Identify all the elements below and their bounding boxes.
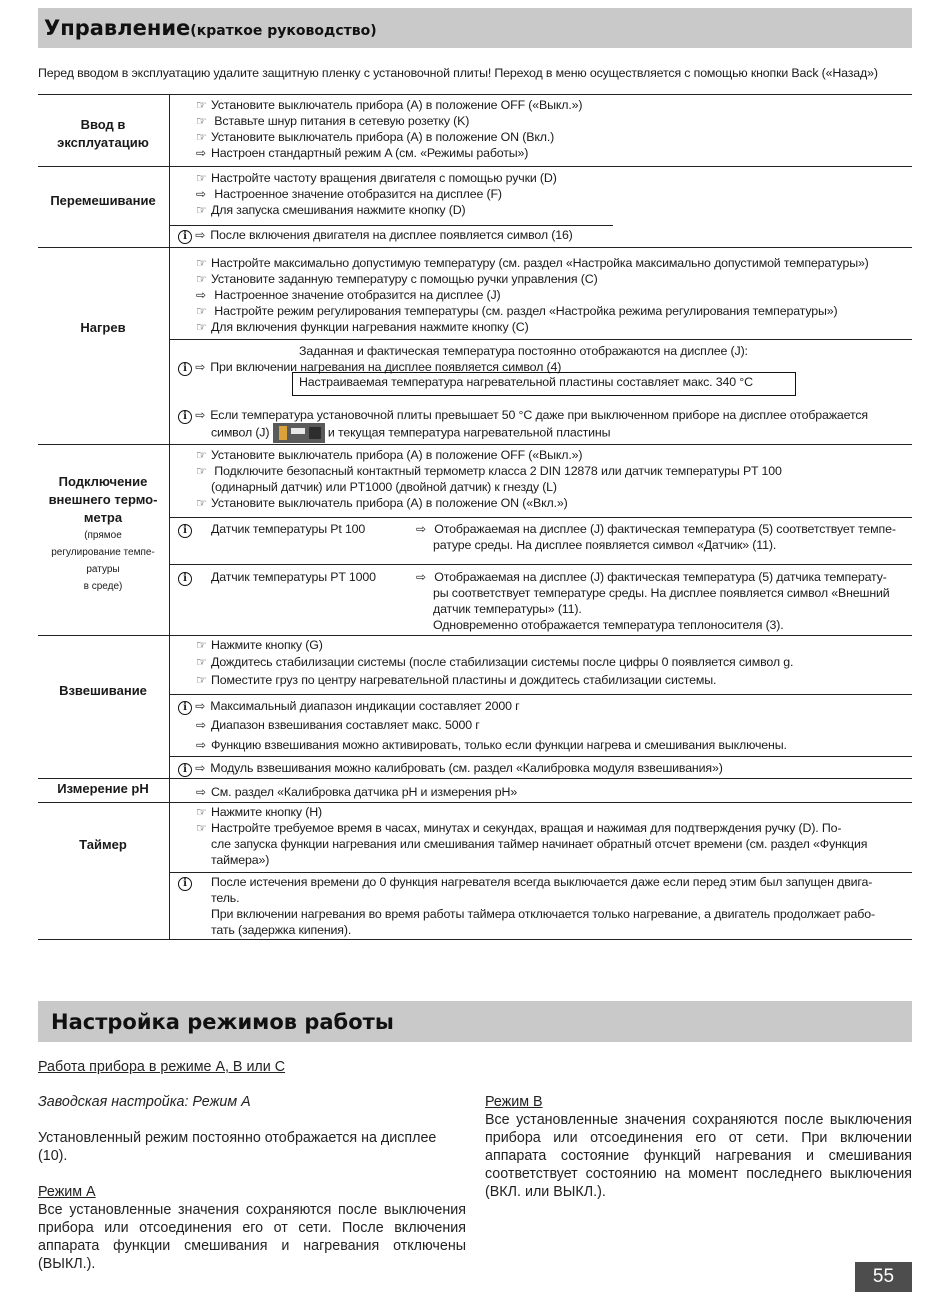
note-item: тать (задержка кипения). — [211, 923, 352, 937]
arrow-right-icon: ⇨ — [196, 146, 206, 160]
list-item: ☞ Установите заданную температуру с помощью ручки управления (C) — [196, 272, 598, 286]
section-header-banner — [38, 8, 912, 48]
list-item: ☞ Дождитесь стабилизации системы (после стабилизации системы после цифры 0 появляется символ g. — [196, 655, 794, 669]
list-item: ☞ Подключите безопасный контактный термометр класса 2 DIN 12878 или датчик температуры PT 100 — [196, 464, 782, 478]
arrow-right-icon: ⇨ — [195, 408, 206, 422]
note-item: символ (J) и текущая температура нагревательной пластины — [211, 423, 610, 443]
hand-pointing-icon: ☞ — [196, 304, 207, 318]
hand-pointing-icon: ☞ — [196, 448, 207, 462]
info-icon: i — [178, 410, 192, 424]
section-title: Управление — [44, 16, 191, 40]
hand-pointing-icon: ☞ — [196, 98, 207, 112]
list-item: ⇨ Настроенное значение отобразится на дисплее (F) — [196, 187, 502, 201]
sensor-label-pt1000: Датчик температуры PT 1000 — [211, 570, 376, 584]
note-item: тель. — [211, 891, 240, 905]
note-item: ры соответствует температуре среды. На дисплее появляется символ «Внешний — [433, 586, 890, 600]
row-label-startup: Ввод в эксплуатацию — [57, 117, 149, 150]
info-icon-cell — [178, 569, 192, 586]
hand-pointing-icon: ☞ — [196, 805, 207, 819]
info-icon-cell — [178, 521, 192, 538]
row-label-heating: Нагрев — [80, 320, 126, 335]
arrow-right-icon: ⇨ — [195, 761, 206, 775]
hand-pointing-icon: ☞ — [196, 171, 207, 185]
list-item: ☞ Установите выключатель прибора (A) в положение OFF («Выкл.») — [196, 448, 583, 462]
list-item: ☞ Нажмите кнопку (H) — [196, 805, 322, 819]
note-item: При включении нагревания во время работы таймера отключается только нагревание, а двигатель продолжает рабо- — [211, 907, 875, 921]
arrow-right-icon: ⇨ — [195, 360, 206, 374]
hand-pointing-icon: ☞ — [196, 256, 207, 270]
hand-pointing-icon: ☞ — [196, 130, 207, 144]
note-item: i ⇨ При включении нагревания на дисплее появляется символ (4) — [178, 359, 561, 376]
list-item: ☞ Установите выключатель прибора (A) в положение ON («Вкл.») — [196, 496, 568, 510]
list-item: ⇨ Настроен стандартный режим A (см. «Режимы работы») — [196, 146, 529, 160]
list-item: ☞ Вставьте шнур питания в сетевую розетку (K) — [196, 114, 470, 128]
note-item: ⇨ Функцию взвешивания можно активировать, только если функции нагрева и смешивания выключены. — [196, 738, 787, 752]
arrow-right-icon: ⇨ — [195, 699, 206, 713]
note-item: ратуре среды. На дисплее появляется символ «Датчик» (11). — [433, 538, 777, 552]
note-item: ⇨ Отображаемая на дисплее (J) фактическая температура (5) соответствует темпе- — [416, 522, 896, 536]
info-icon: i — [178, 572, 192, 586]
note-item: датчик температуры» (11). — [433, 602, 582, 616]
info-icon: i — [178, 877, 192, 891]
list-item: ☞ Настройте требуемое время в часах, минутах и секундах, вращая и нажимая для подтверждения ручку (D). По- — [196, 821, 842, 835]
hand-pointing-icon: ☞ — [196, 203, 207, 217]
mode-b-text: Все установленные значения сохраняются после выключения прибора или отсоединения его от сети. При включении аппарата состояние функций нагревания и смешивания соответствует состоянию на момент последнего выключения (ВКЛ. или ВЫКЛ.). — [485, 1112, 912, 1200]
display-note: Установленный режим постоянно отображается на дисплее (10). — [38, 1130, 437, 1164]
note-item: Одновременно отображается температура теплоносителя (3). — [433, 618, 784, 632]
hand-pointing-icon: ☞ — [196, 272, 207, 286]
list-item: ⇨ Настроенное значение отобразится на дисплее (J) — [196, 288, 501, 302]
list-item: ☞ Настройте режим регулирования температуры (см. раздел «Настройка режима регулирования температуры») — [196, 304, 838, 318]
hand-pointing-icon: ☞ — [196, 655, 207, 669]
row-label-ph: Измерение pH — [57, 781, 149, 796]
arrow-right-icon: ⇨ — [196, 187, 206, 201]
list-item: ☞ Для запуска смешивания нажмите кнопку (D) — [196, 203, 466, 217]
hot-plate-symbol-icon — [273, 423, 325, 443]
info-icon: i — [178, 701, 192, 715]
row-label-stirring: Перемешивание — [50, 193, 156, 208]
note-item: После истечения времени до 0 функция нагревателя всегда выключается даже если перед этим был запущен двига- — [211, 875, 873, 889]
max-temp-callout: Настраиваемая температура нагревательной пластины составляет макс. 340 °C — [292, 372, 796, 396]
list-item: ⇨ См. раздел «Калибровка датчика pH и измерения pH» — [196, 785, 518, 799]
info-icon: i — [178, 524, 192, 538]
note-text: Заданная и фактическая температура постоянно отображаются на дисплее (J): — [299, 344, 748, 358]
note-item: ⇨ Отображаемая на дисплее (J) фактическая температура (5) датчика температу- — [416, 570, 887, 584]
list-item: ☞ Для включения функции нагревания нажмите кнопку (C) — [196, 320, 529, 334]
sensor-label-pt100: Датчик температуры Pt 100 — [211, 522, 366, 536]
list-item: сле запуска функции нагревания или смешивания таймер начинает обратный отсчет времени (см. раздел «Функция — [211, 837, 868, 851]
list-item: ☞ Настройте максимально допустимую температуру (см. раздел «Настройка максимально допустимой температуры») — [196, 256, 869, 270]
hand-pointing-icon: ☞ — [196, 114, 207, 128]
arrow-right-icon: ⇨ — [196, 288, 206, 302]
arrow-right-icon: ⇨ — [416, 570, 426, 584]
info-icon: i — [178, 230, 192, 244]
hand-pointing-icon: ☞ — [196, 320, 207, 334]
arrow-right-icon: ⇨ — [416, 522, 426, 536]
note-item: i ⇨ Модуль взвешивания можно калибровать (см. раздел «Калибровка модуля взвешивания») — [178, 760, 723, 777]
info-icon-cell — [178, 874, 192, 891]
info-icon: i — [178, 763, 192, 777]
list-item: ☞ Установите выключатель прибора (A) в положение ON (Вкл.) — [196, 130, 555, 144]
list-item: ☞ Поместите груз по центру нагревательной пластины и дождитесь стабилизации системы. — [196, 673, 717, 687]
factory-setting: Заводская настройка: Режим A — [38, 1094, 251, 1110]
list-item: таймера») — [211, 853, 270, 867]
hand-pointing-icon: ☞ — [196, 496, 207, 510]
intro-text: Перед вводом в эксплуатацию удалите защитную пленку с установочной плиты! Переход в меню осуществляется с помощью кнопки Back («Назад») — [38, 66, 878, 80]
hand-pointing-icon: ☞ — [196, 673, 207, 687]
page-number: 55 — [855, 1262, 912, 1292]
row-label-timer: Таймер — [79, 837, 127, 852]
hand-pointing-icon: ☞ — [196, 464, 207, 478]
row-label-weighing: Взвешивание — [59, 683, 147, 698]
list-item: ☞ Настройте частоту вращения двигателя с помощью ручки (D) — [196, 171, 557, 185]
arrow-right-icon: ⇨ — [196, 738, 206, 752]
note-item: ⇨ Диапазон взвешивания составляет макс. 5000 г — [196, 718, 480, 732]
mode-b-title: Режим B — [485, 1094, 543, 1110]
section-subtitle: (краткое руководство) — [190, 23, 377, 39]
note-item: i ⇨ Максимальный диапазон индикации составляет 2000 г — [178, 698, 520, 715]
quick-guide-table — [38, 94, 912, 940]
arrow-right-icon: ⇨ — [196, 785, 206, 799]
arrow-right-icon: ⇨ — [195, 228, 206, 242]
subheading: Работа прибора в режиме A, B или C — [38, 1059, 286, 1075]
hand-pointing-icon: ☞ — [196, 638, 207, 652]
section-header-banner — [38, 1001, 912, 1042]
mode-a-title: Режим A — [38, 1184, 96, 1200]
section-title: Настройка режимов работы — [51, 1010, 394, 1034]
list-item: ☞ Установите выключатель прибора (A) в положение OFF («Выкл.») — [196, 98, 583, 112]
info-icon: i — [178, 362, 192, 376]
row-label-external-thermometer: Подключение внешнего термо- метра (прямое регулирование темпе- ратуры в среде) — [48, 474, 158, 592]
note-item: i ⇨ После включения двигателя на дисплее появляется символ (16) — [178, 227, 573, 244]
list-item: (одинарный датчик) или PT1000 (двойной датчик) к гнезду (L) — [211, 480, 557, 494]
note-item: i ⇨ Если температура установочной плиты превышает 50 °C даже при выключенном приборе на дисплее отображается — [178, 407, 868, 424]
mode-a-text: Все установленные значения сохраняются после выключения прибора или отсоединения его от сети. После включения аппарата функции смешивания и нагревания отключены (ВЫКЛ.). — [38, 1202, 466, 1272]
hand-pointing-icon: ☞ — [196, 821, 207, 835]
arrow-right-icon: ⇨ — [196, 718, 206, 732]
list-item: ☞ Нажмите кнопку (G) — [196, 638, 323, 652]
